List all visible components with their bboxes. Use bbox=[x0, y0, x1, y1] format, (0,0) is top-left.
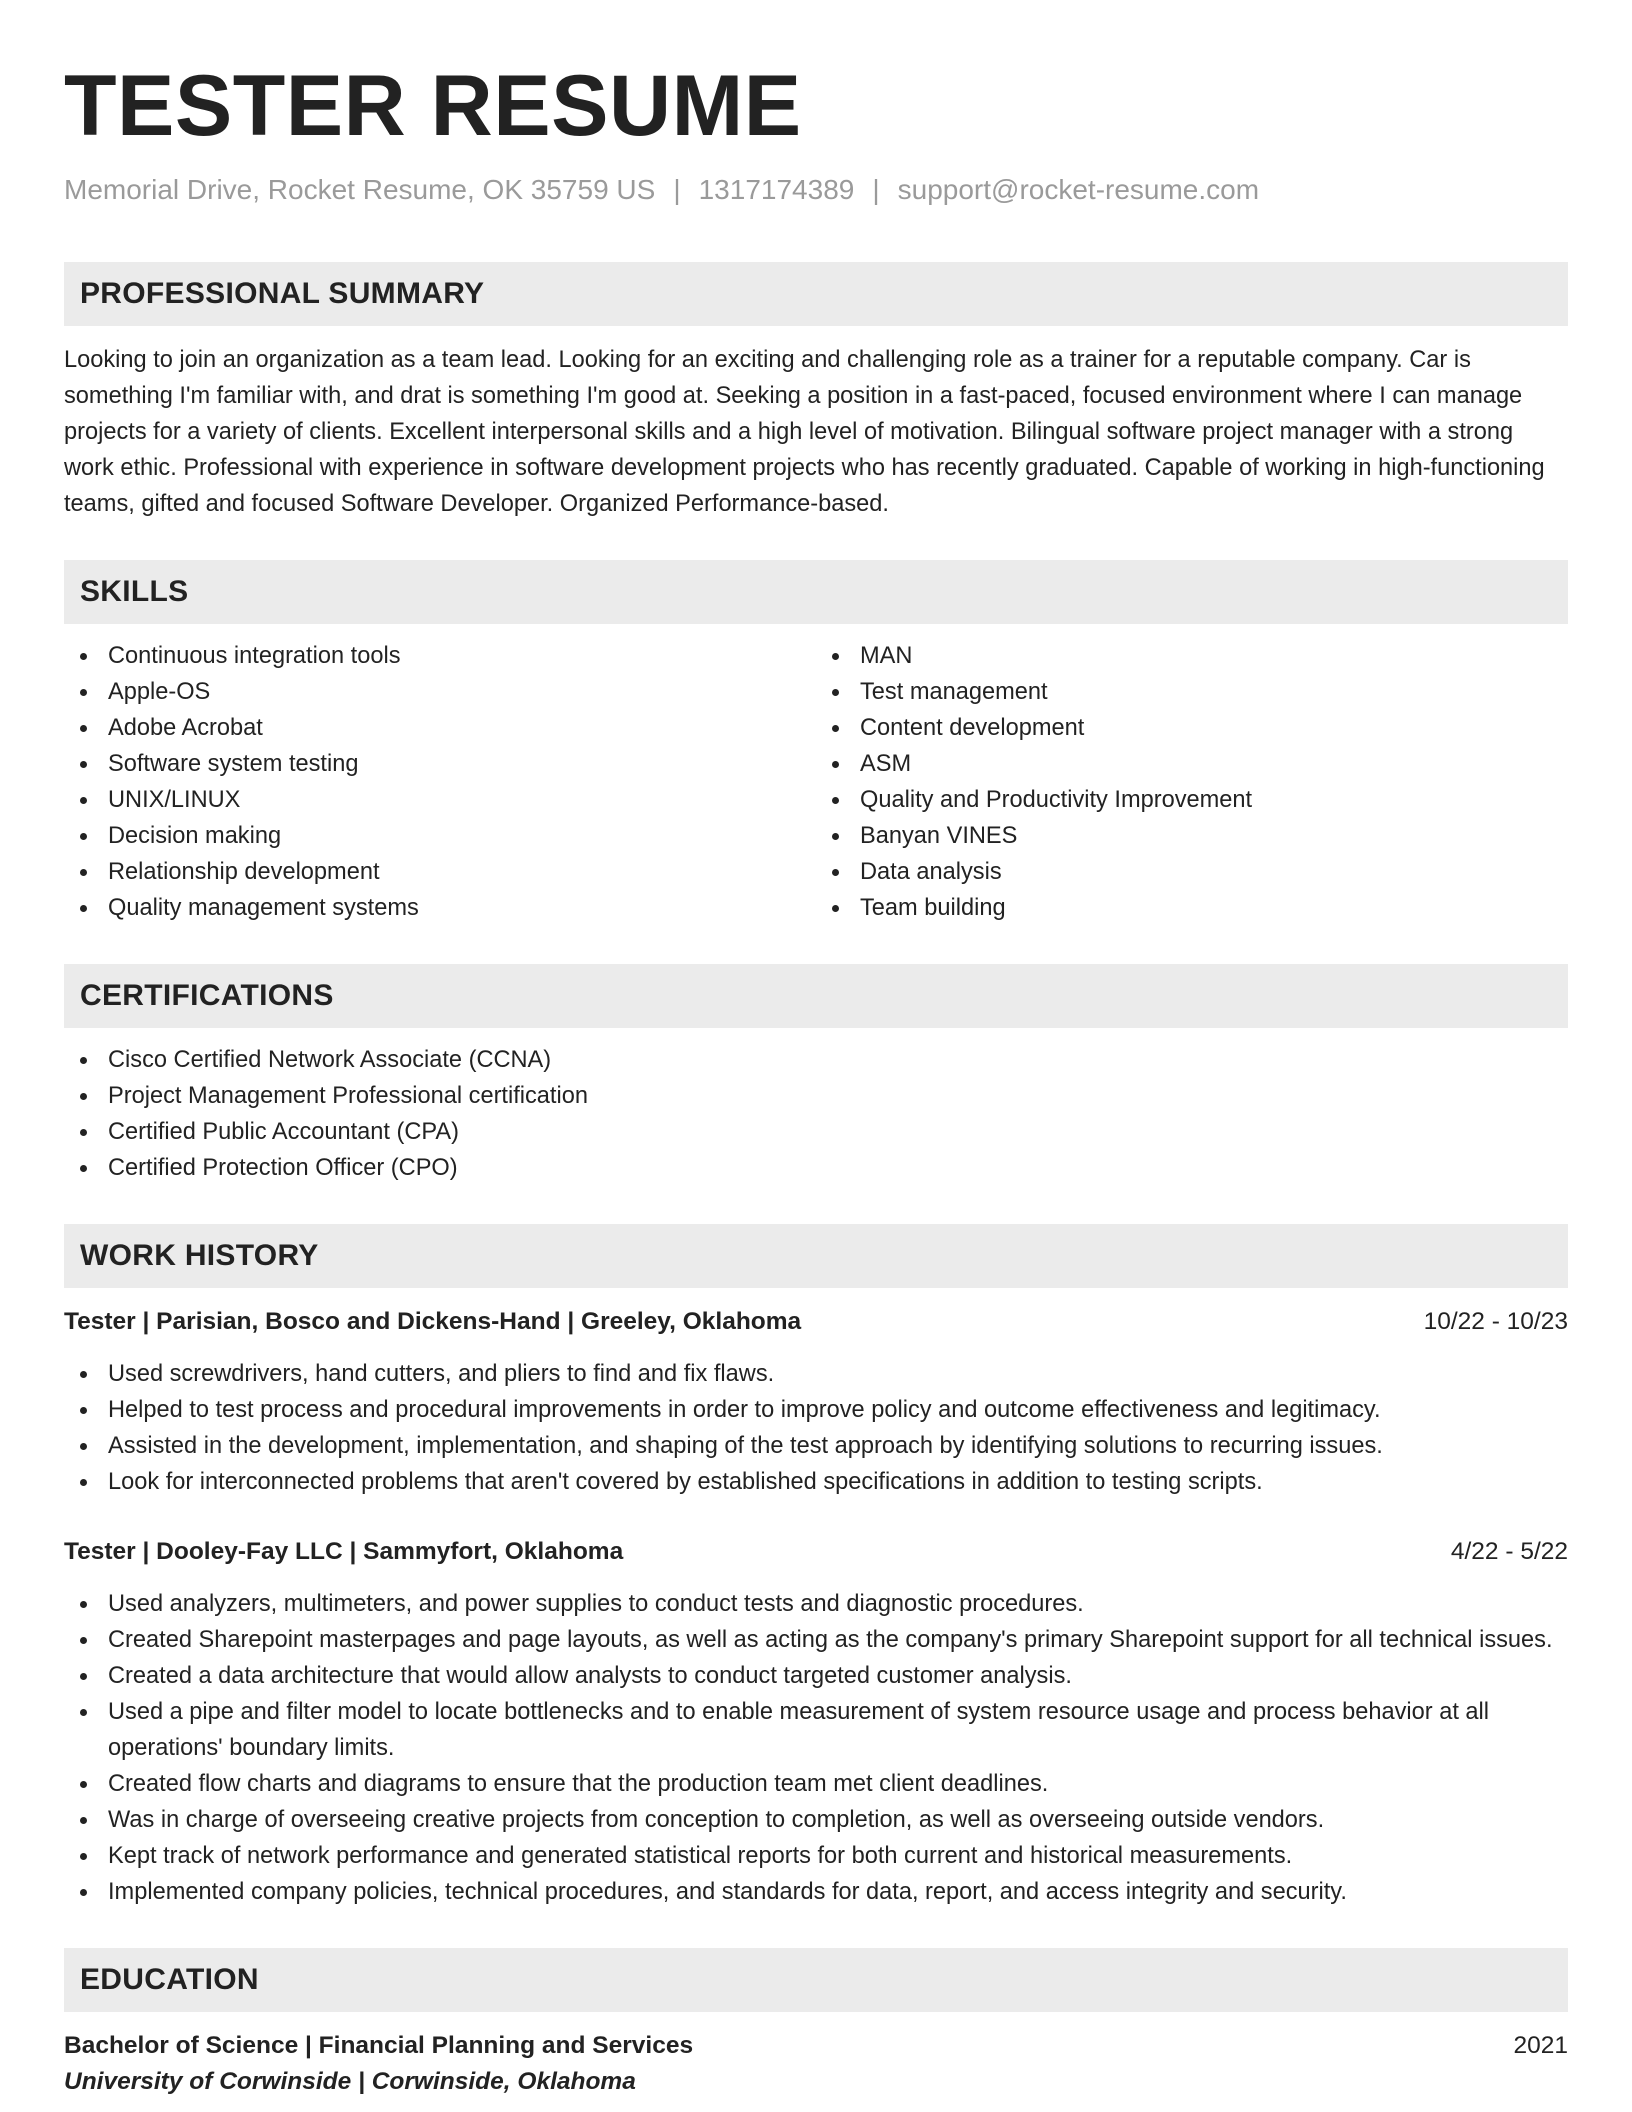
education-header bbox=[64, 2028, 1568, 2064]
job-duties bbox=[64, 1356, 1568, 1500]
section-title: WORK HISTORY bbox=[80, 1239, 319, 1272]
job-header bbox=[64, 1534, 1568, 1570]
section-title: CERTIFICATIONS bbox=[80, 979, 334, 1012]
skill-item: ASM bbox=[816, 746, 1568, 782]
section-header-work-history bbox=[64, 1224, 1568, 1288]
education-year: 2021 bbox=[1513, 2032, 1568, 2059]
certification-item: Project Management Professional certification bbox=[64, 1078, 1568, 1114]
job-header bbox=[64, 1304, 1568, 1340]
skill-item: Decision making bbox=[64, 818, 816, 854]
section-title: EDUCATION bbox=[80, 1963, 259, 1996]
duty-item: Helped to test process and procedural improvements in order to improve policy and outcome effectiveness and legitimacy. bbox=[64, 1392, 1568, 1428]
contact-separator: | bbox=[673, 174, 681, 205]
skill-item: Team building bbox=[816, 890, 1568, 926]
job-heading: Tester | Dooley-Fay LLC | Sammyfort, Oklahoma bbox=[64, 1538, 624, 1565]
skill-item: Quality and Productivity Improvement bbox=[816, 782, 1568, 818]
section-title: SKILLS bbox=[80, 575, 189, 608]
duty-item: Used a pipe and filter model to locate bottlenecks and to enable measurement of system resource usage and process behavior at all operations' boundary limits. bbox=[64, 1694, 1568, 1766]
resume-title: TESTER RESUME bbox=[64, 58, 802, 154]
section-title: PROFESSIONAL SUMMARY bbox=[80, 277, 485, 310]
contact-address: Memorial Drive, Rocket Resume, OK 35759 US bbox=[64, 174, 656, 205]
duty-item: Implemented company policies, technical procedures, and standards for data, report, and access integrity and security. bbox=[64, 1874, 1568, 1910]
section-header-skills bbox=[64, 560, 1568, 624]
certifications-list bbox=[64, 1042, 1568, 1186]
duty-item: Created Sharepoint masterpages and page layouts, as well as acting as the company's primary Sharepoint support for all technical issues. bbox=[64, 1622, 1568, 1658]
job-entry bbox=[64, 1534, 1568, 1910]
job-heading: Tester | Parisian, Bosco and Dickens-Hand | Greeley, Oklahoma bbox=[64, 1308, 802, 1335]
duty-item: Created a data architecture that would allow analysts to conduct targeted customer analysis. bbox=[64, 1658, 1568, 1694]
duty-item: Look for interconnected problems that aren't covered by established specifications in addition to testing scripts. bbox=[64, 1464, 1568, 1500]
certification-item: Certified Protection Officer (CPO) bbox=[64, 1150, 1568, 1186]
skills-list bbox=[64, 624, 1568, 926]
contact-email: support@rocket-resume.com bbox=[897, 174, 1260, 205]
contact-phone: 1317174389 bbox=[698, 174, 855, 205]
job-duties bbox=[64, 1586, 1568, 1910]
skill-item: Content development bbox=[816, 710, 1568, 746]
skills-column-left bbox=[64, 638, 816, 926]
skill-item: Continuous integration tools bbox=[64, 638, 816, 674]
skill-item: Adobe Acrobat bbox=[64, 710, 816, 746]
skill-item: Apple-OS bbox=[64, 674, 816, 710]
skill-item: Data analysis bbox=[816, 854, 1568, 890]
skills-column-right bbox=[816, 638, 1568, 926]
section-header-certifications bbox=[64, 964, 1568, 1028]
skill-item: Banyan VINES bbox=[816, 818, 1568, 854]
skill-item: Test management bbox=[816, 674, 1568, 710]
education-degree: Bachelor of Science | Financial Planning and Services bbox=[64, 2032, 694, 2059]
job-dates: 10/22 - 10/23 bbox=[1423, 1308, 1568, 1335]
certification-item: Cisco Certified Network Associate (CCNA) bbox=[64, 1042, 1568, 1078]
duty-item: Was in charge of overseeing creative projects from conception to completion, as well as overseeing outside vendors. bbox=[64, 1802, 1568, 1838]
duty-item: Used screwdrivers, hand cutters, and pliers to find and fix flaws. bbox=[64, 1356, 1568, 1392]
duty-item: Assisted in the development, implementation, and shaping of the test approach by identifying solutions to recurring issues. bbox=[64, 1428, 1568, 1464]
skill-item: MAN bbox=[816, 638, 1568, 674]
skill-item: Relationship development bbox=[64, 854, 816, 890]
job-entry bbox=[64, 1304, 1568, 1500]
duty-item: Created flow charts and diagrams to ensure that the production team met client deadlines. bbox=[64, 1766, 1568, 1802]
skill-item: UNIX/LINUX bbox=[64, 782, 816, 818]
contact-separator: | bbox=[872, 174, 880, 205]
contact-line bbox=[64, 172, 1568, 208]
duty-item: Used analyzers, multimeters, and power supplies to conduct tests and diagnostic procedures. bbox=[64, 1586, 1568, 1622]
job-dates: 4/22 - 5/22 bbox=[1450, 1538, 1568, 1565]
section-header-education bbox=[64, 1948, 1568, 2012]
skill-item: Software system testing bbox=[64, 746, 816, 782]
duty-item: Kept track of network performance and generated statistical reports for both current and historical measurements. bbox=[64, 1838, 1568, 1874]
education-school: University of Corwinside | Corwinside, Oklahoma bbox=[64, 2068, 636, 2095]
skill-item: Quality management systems bbox=[64, 890, 816, 926]
certification-item: Certified Public Accountant (CPA) bbox=[64, 1114, 1568, 1150]
summary-text: Looking to join an organization as a team lead. Looking for an exciting and challenging role as a trainer for a reputable company. Car is something I'm familiar with, and drat is something I'm good at. Seeking a position in a fast-paced, focused environment where I can manage projects for a variety of clients. Excellent interpersonal skills and a high level of motivation. Bilingual software project manager with a strong work ethic. Professional with experience in software development projects who has recently graduated. Capable of working in high-functioning teams, gifted and focused Software Developer. Organized Performance-based. bbox=[64, 347, 1545, 517]
section-header-summary bbox=[64, 262, 1568, 326]
